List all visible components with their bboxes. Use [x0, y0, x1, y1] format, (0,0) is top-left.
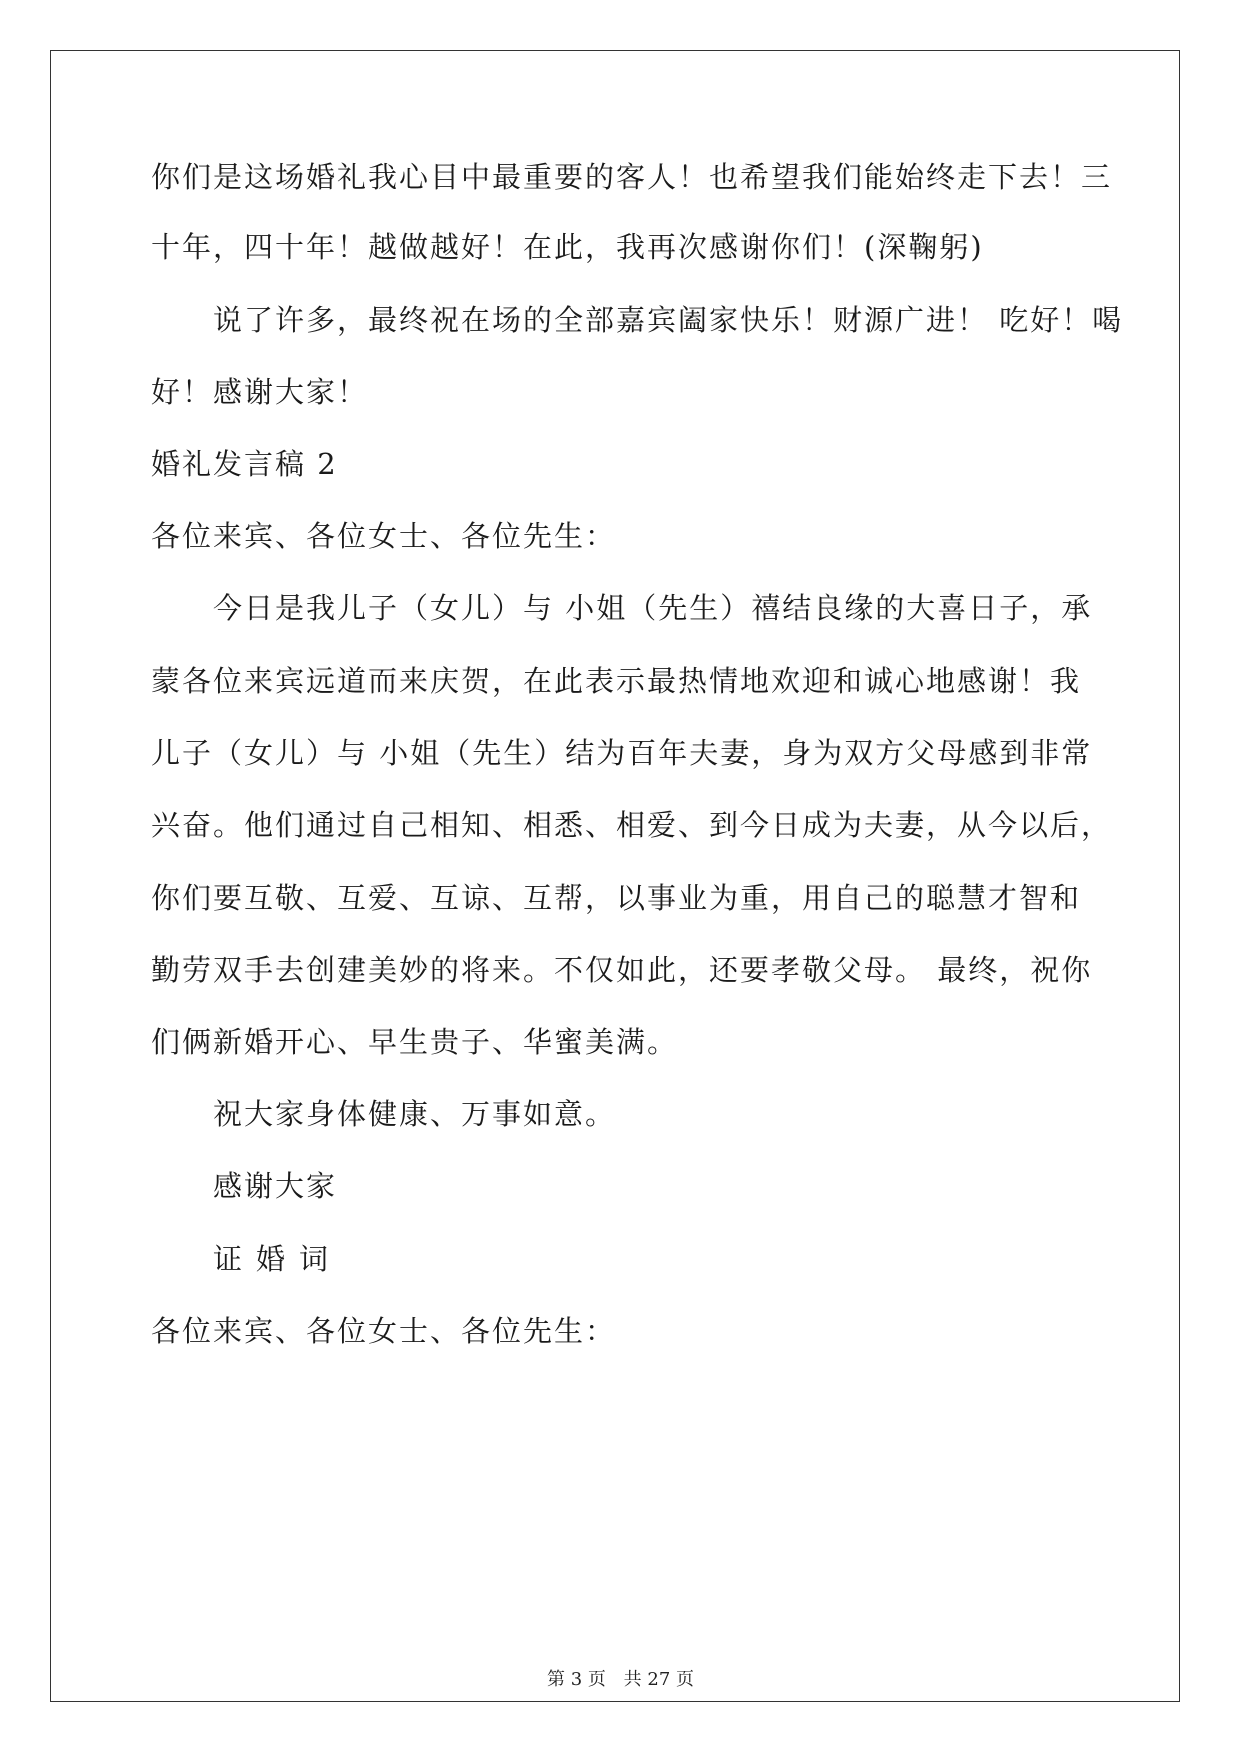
- page-total: 共 27 页: [623, 1669, 694, 1690]
- page-footer: [0, 1668, 1241, 1692]
- section-heading: 婚礼发言稿 2: [151, 447, 338, 481]
- body-line: 十年，四十年！越做越好！在此，我再次感谢你们！(深鞠躬): [151, 230, 984, 264]
- body-line: 好！感谢大家！: [151, 375, 369, 409]
- body-line: 你们是这场婚礼我心目中最重要的客人！也希望我们能始终走下去！三: [151, 160, 1113, 194]
- body-line: 蒙各位来宾远道而来庆贺，在此表示最热情地欢迎和诚心地感谢！我: [151, 664, 1082, 698]
- body-line: 今日是我儿子（女儿）与 小姐（先生）禧结良缘的大喜日子，承: [213, 591, 1093, 625]
- page-border: [50, 50, 1180, 1702]
- salutation: 各位来宾、各位女士、各位先生：: [151, 519, 617, 553]
- body-line: 你们要互敬、互爱、互谅、互帮，以事业为重，用自己的聪慧才智和: [151, 881, 1082, 915]
- page-number: 第 3 页: [547, 1669, 606, 1690]
- body-line: 儿子（女儿）与 小姐（先生）结为百年夫妻，身为双方父母感到非常: [151, 736, 1093, 770]
- body-line: 们俩新婚开心、早生贵子、华蜜美满。: [151, 1025, 679, 1059]
- sub-heading: 证婚词: [213, 1242, 343, 1276]
- body-line: 兴奋。他们通过自己相知、相悉、相爱、到今日成为夫妻，从今以后，: [151, 808, 1113, 842]
- body-line: 勤劳双手去创建美妙的将来。不仅如此，还要孝敬父母。 最终，祝你: [151, 953, 1093, 987]
- body-line: 祝大家身体健康、万事如意。: [213, 1097, 617, 1131]
- closing-line: 感谢大家: [213, 1169, 338, 1203]
- body-line: 说了许多，最终祝在场的全部嘉宾阖家快乐！财源广进！ 吃好！喝: [213, 303, 1124, 337]
- salutation: 各位来宾、各位女士、各位先生：: [151, 1314, 617, 1348]
